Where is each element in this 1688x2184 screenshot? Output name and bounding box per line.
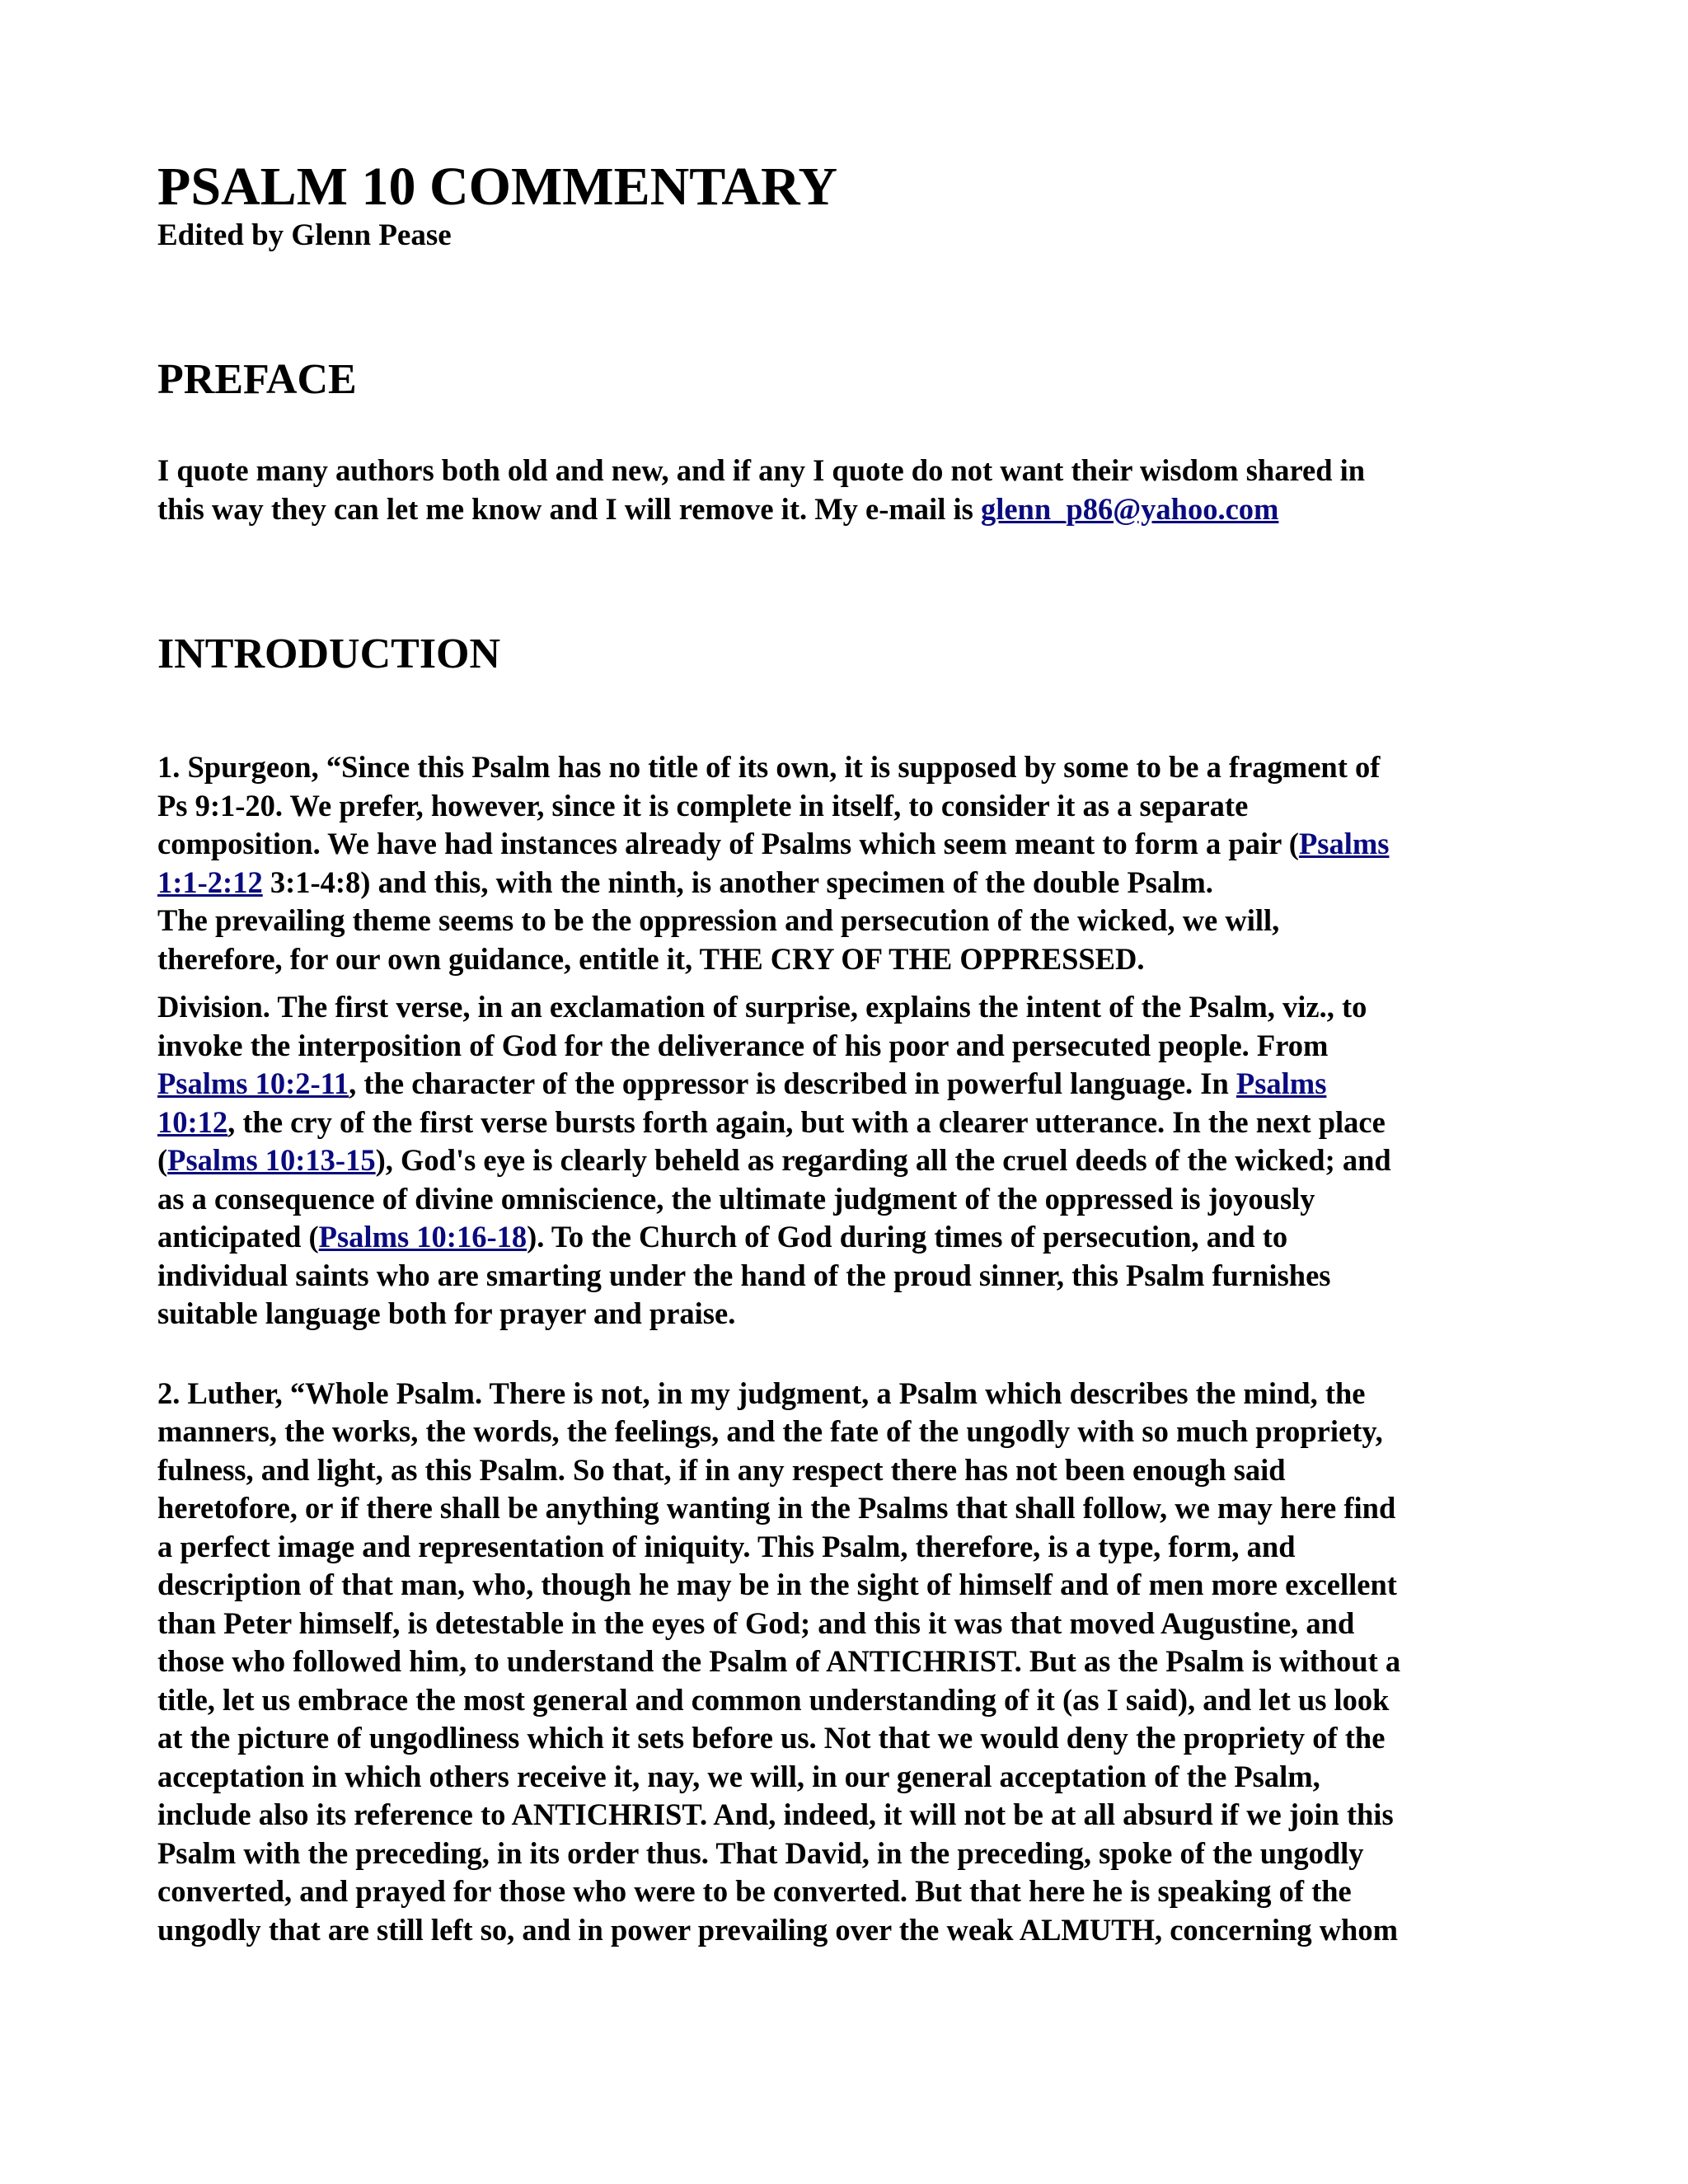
paragraph-line: converted, and prayed for those who were to be converted. But that here he is speaking of the — [157, 1874, 1352, 1908]
paragraph-line — [157, 1141, 1526, 1180]
email-link[interactable]: glenn_p86@yahoo.com — [980, 491, 1279, 526]
paragraph-line: description of that man, who, though he may be in the sight of himself and of men more excellent — [157, 1568, 1397, 1601]
paragraph-line: heretofore, or if there shall be anything wanting in the Psalms that shall follow, we may here find — [157, 1491, 1396, 1525]
paragraph-line: suitable language both for prayer and praise. — [157, 1296, 736, 1330]
paragraph-line: at the picture of ungodliness which it sets before us. Not that we would deny the propriety of the — [157, 1721, 1386, 1755]
psalms-10-12-link[interactable]: Psalms — [1236, 1066, 1327, 1100]
paragraph-line: as a consequence of divine omniscience, the ultimate judgment of the oppressed is joyously — [157, 1181, 1315, 1216]
paragraph-line: Ps 9:1-20. We prefer, however, since it is complete in itself, to consider it as a separate — [157, 788, 1249, 823]
paragraph-line: fulness, and light, as this Psalm. So that, if in any respect there has not been enough said — [157, 1452, 1286, 1487]
paragraph-line: a perfect image and representation of iniquity. This Psalm, therefore, is a type, form, and — [157, 1529, 1296, 1563]
luther-paragraph — [157, 1375, 1526, 1950]
paragraph-line: 2. Luther, “Whole Psalm. There is not, in my judgment, a Psalm which describes the mind, the — [157, 1376, 1366, 1410]
preface-line — [157, 490, 1526, 529]
paragraph-line: title, let us embrace the most general and common understanding of it (as I said), and let us look — [157, 1682, 1390, 1717]
paragraph-text: composition. We have had instances already of Psalms which seem meant to form a pair ( — [157, 827, 1299, 860]
paragraph-line — [157, 864, 1526, 902]
paragraph-line — [157, 1218, 1526, 1257]
paragraph-line: include also its reference to ANTICHRIST. And, indeed, it will not be at all absurd if we join this — [157, 1797, 1394, 1831]
document-page — [157, 157, 1526, 1949]
division-paragraph — [157, 988, 1526, 1333]
paragraph-line: therefore, for our own guidance, entitle it, THE CRY OF THE OPPRESSED. — [157, 941, 1145, 976]
preface-text: this way they can let me know and I will remove it. My e-mail is — [157, 491, 981, 526]
spurgeon-paragraph — [157, 748, 1526, 978]
paragraph-line — [157, 1104, 1526, 1142]
paragraph-line: Psalm with the preceding, in its order thus. That David, in the preceding, spoke of the ungodly — [157, 1835, 1364, 1870]
paragraph-line: those who followed him, to understand the Psalm of ANTICHRIST. But as the Psalm is without a — [157, 1644, 1401, 1678]
psalms-1-1-link[interactable]: Psalms — [1298, 827, 1390, 860]
preface-line: I quote many authors both old and new, and if any I quote do not want their wisdom shared in — [157, 453, 1366, 487]
psalms-10-12-link-cont[interactable]: 10:12 — [157, 1104, 228, 1139]
psalms-10-2-link[interactable]: Psalms 10:2-11 — [157, 1066, 349, 1100]
preface-paragraph — [157, 452, 1526, 528]
paragraph-line: Division. The first verse, in an exclamation of surprise, explains the intent of the Psalm, viz., to — [157, 990, 1367, 1024]
paragraph-line: invoke the interposition of God for the deliverance of his poor and persecuted people. From — [157, 1028, 1329, 1062]
paragraph-text: 3:1-4:8) and this, with the ninth, is another specimen of the double Psalm. — [262, 865, 1213, 899]
paragraph-text: ). To the Church of God during times of persecution, and to — [527, 1220, 1288, 1254]
paragraph-line: The prevailing theme seems to be the oppression and persecution of the wicked, we will, — [157, 903, 1280, 937]
paragraph-line: ungodly that are still left so, and in power prevailing over the weak ALMUTH, concerning whom — [157, 1912, 1399, 1947]
paragraph-text: anticipated ( — [157, 1220, 319, 1254]
psalms-10-13-link[interactable]: Psalms 10:13-15 — [167, 1143, 376, 1177]
introduction-heading: INTRODUCTION — [157, 630, 501, 677]
paragraph-line: 1. Spurgeon, “Since this Psalm has no title of its own, it is supposed by some to be a fragment of — [157, 750, 1381, 784]
paragraph-line — [157, 825, 1526, 864]
paragraph-line: acceptation in which others receive it, nay, we will, in our general acceptation of the Psalm, — [157, 1759, 1320, 1793]
psalms-10-16-link[interactable]: Psalms 10:16-18 — [318, 1220, 528, 1254]
document-byline: Edited by Glenn Pease — [157, 218, 452, 252]
paragraph-line: individual saints who are smarting under the hand of the proud sinner, this Psalm furnishes — [157, 1258, 1331, 1292]
psalms-1-1-link-cont[interactable]: 1:1-2:12 — [157, 865, 263, 899]
paragraph-line: manners, the works, the words, the feelings, and the fate of the ungodly with so much propriety, — [157, 1414, 1383, 1448]
paragraph-line: than Peter himself, is detestable in the eyes of God; and this it was that moved Augustine, and — [157, 1605, 1355, 1640]
paragraph-line — [157, 1065, 1526, 1104]
paragraph-text: ( — [157, 1143, 168, 1177]
preface-heading: PREFACE — [157, 356, 357, 403]
paragraph-text: ), God's eye is clearly beheld as regarding all the cruel deeds of the wicked; and — [375, 1143, 1391, 1177]
paragraph-text: , the character of the oppressor is described in powerful language. In — [349, 1066, 1236, 1100]
paragraph-text: , the cry of the first verse bursts forth again, but with a clearer utterance. In the next place — [227, 1104, 1386, 1139]
document-title: PSALM 10 COMMENTARY — [157, 157, 838, 217]
